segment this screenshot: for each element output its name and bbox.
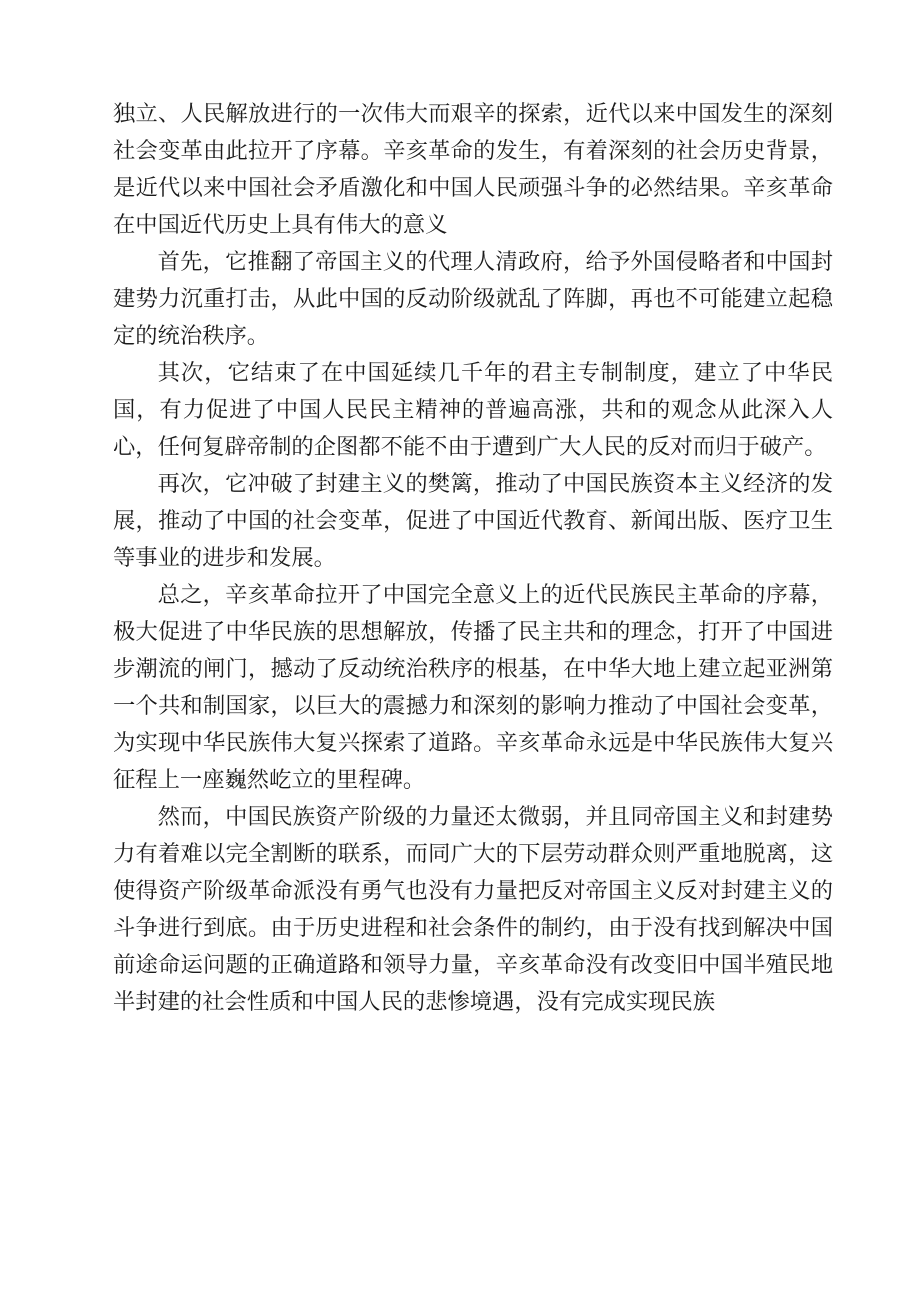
paragraph-second-significance: 其次，它结束了在中国延续几千年的君主专制制度，建立了中华民国，有力促进了中国人民民主精神的普遍高涨，共和的观念从此深入人心，任何复辟帝制的企图都不能不由于遭到广大人民的反对而归于破产。 (113, 360, 833, 460)
document-body (113, 96, 833, 1021)
paragraph-limitations: 然而，中国民族资产阶级的力量还太微弱，并且同帝国主义和封建势力有着难以完全割断的联系，而同广大的下层劳动群众则严重地脱离，这使得资产阶级革命派没有勇气也没有力量把反对帝国主义反对封建主义的斗争进行到底。由于历史进程和社会条件的制约，由于没有找到解决中国前途命运问题的正确道路和领导力量，辛亥革命没有改变旧中国半殖民地半封建的社会性质和中国人民的悲惨境遇，没有完成实现民族 (113, 804, 833, 1015)
paragraph-first-significance: 首先，它推翻了帝国主义的代理人清政府，给予外国侵略者和中国封建势力沉重打击，从此中国的反动阶级就乱了阵脚，再也不可能建立起稳定的统治秩序。 (113, 249, 833, 349)
paragraph-third-significance: 再次，它冲破了封建主义的樊篱，推动了中国民族资本主义经济的发展，推动了中国的社会变革，促进了中国近代教育、新闻出版、医疗卫生等事业的进步和发展。 (113, 471, 833, 571)
paragraph-continuation: 独立、人民解放进行的一次伟大而艰辛的探索，近代以来中国发生的深刻社会变革由此拉开了序幕。辛亥革命的发生，有着深刻的社会历史背景，是近代以来中国社会矛盾激化和中国人民顽强斗争的必然结果。辛亥革命在中国近代历史上具有伟大的意义 (113, 101, 833, 238)
paragraph-summary: 总之，辛亥革命拉开了中国完全意义上的近代民族民主革命的序幕，极大促进了中华民族的思想解放，传播了民主共和的理念，打开了中国进步潮流的闸门，撼动了反动统治秩序的根基，在中华大地上建立起亚洲第一个共和制国家，以巨大的震撼力和深刻的影响力推动了中国社会变革，为实现中华民族伟大复兴探索了道路。辛亥革命永远是中华民族伟大复兴征程上一座巍然屹立的里程碑。 (113, 582, 833, 793)
